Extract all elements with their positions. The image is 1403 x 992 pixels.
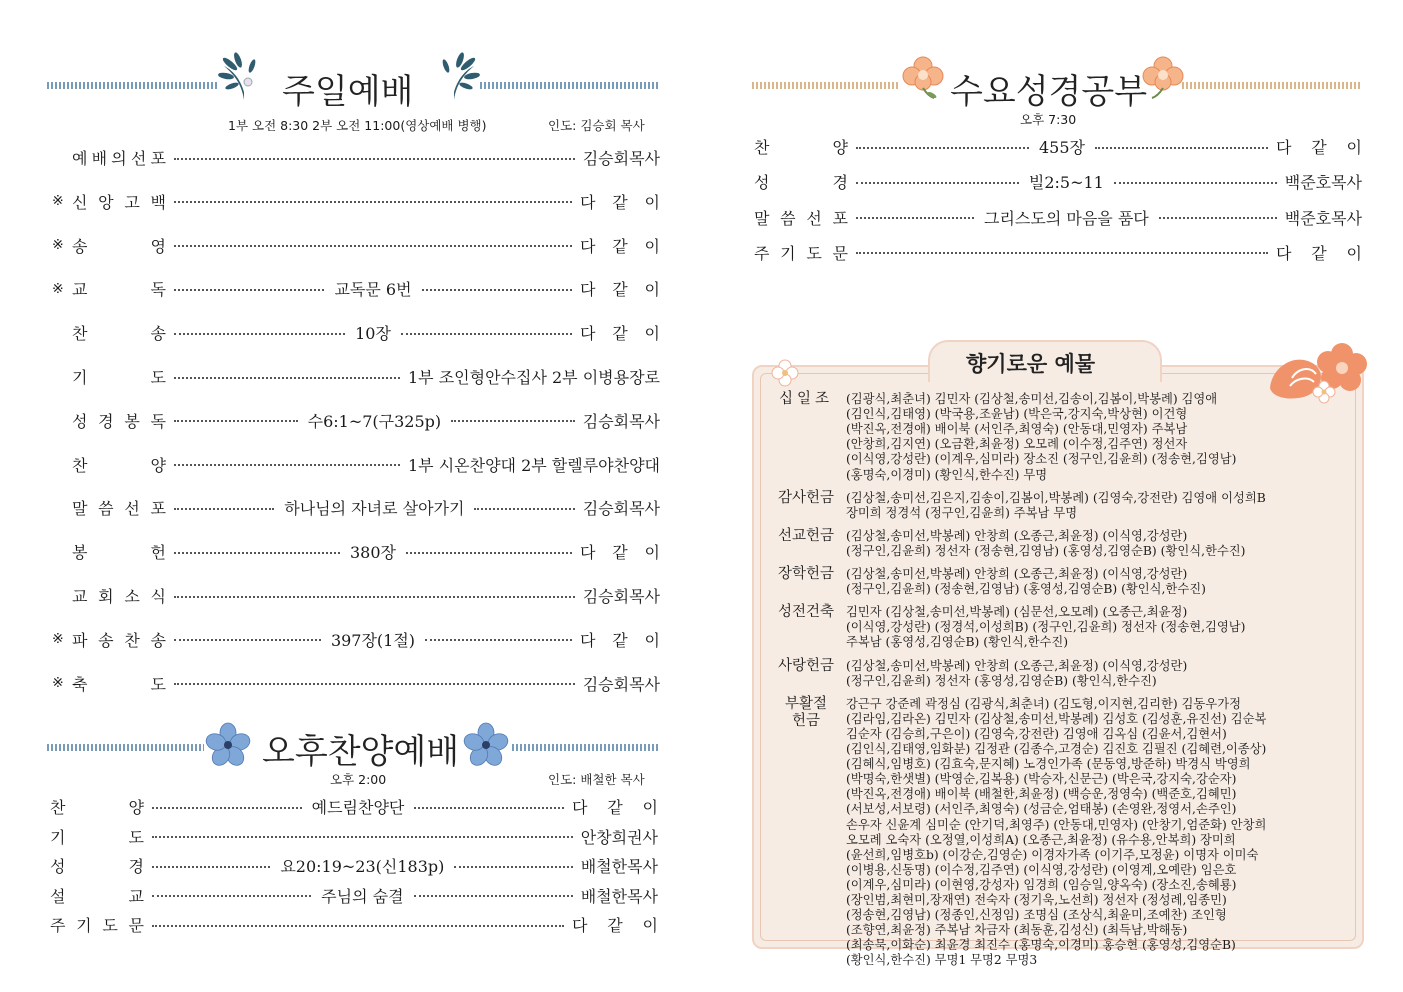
leader-dots (414, 807, 564, 809)
order-row (50, 884, 658, 907)
leader-dots (174, 333, 345, 335)
item-content: 빌2:5~11 (1028, 173, 1104, 193)
blue-flower-icon (463, 722, 509, 768)
small-flower-icon (770, 358, 800, 388)
order-row (52, 321, 660, 344)
item-label: 송 영 (72, 236, 166, 256)
afternoon-leader: 인도: 배철한 목사 (548, 772, 645, 787)
item-leader: 배철한목사 (580, 857, 658, 877)
afternoon-title: 오후찬양예배 (262, 732, 460, 772)
item-label: 교 회 소 식 (72, 587, 166, 606)
offering-title: 향기로운 예물 (966, 352, 1096, 376)
item-label: 말 씀 선 포 (72, 499, 166, 519)
offering-category-label: 부활절 헌금 (784, 695, 828, 729)
item-content: 주님의 숨결 (321, 886, 404, 906)
order-row (52, 672, 660, 695)
offering-names-line: (황인식,한수진) 무명1 무명2 무명3 (846, 953, 1038, 968)
item-content: 하나님의 자녀로 살아가기 (284, 499, 465, 519)
item-label: 찬 송 (72, 324, 166, 344)
mark-icon: ※ (52, 280, 64, 297)
item-content: 예드림찬양단 (311, 798, 405, 817)
item-label: 파 송 찬 송 (72, 630, 166, 650)
item-leader: 다 같 이 (580, 192, 660, 212)
leader-dots (174, 289, 324, 291)
item-leader: 1부 조인형안수집사 2부 이병용장로 (407, 368, 660, 387)
item-content: 수6:1~7(구325p) (307, 411, 442, 431)
leader-dots (1114, 182, 1277, 184)
sunday-leader: 인도: 김승회 목사 (548, 118, 645, 133)
order-row (52, 190, 660, 213)
header-rule-left (752, 82, 900, 89)
blue-flower-icon (205, 722, 251, 768)
offering-names-line: (김상철,송미선,박봉례) 안창희 (오종근,최윤정) (이식영,강성란) (846, 658, 1188, 673)
order-row (50, 913, 658, 936)
item-leader: 배철한목사 (580, 886, 658, 906)
offering-names-line: (홍명숙,이경미) (황인식,한수진) 무명 (846, 467, 1048, 482)
item-content: 397장(1절) (330, 630, 416, 650)
leader-dots (152, 807, 302, 809)
offering-names-line: 강근구 강준례 곽정심 (김광식,최춘녀) (김도형,이지현,김리한) 김동우가정 (846, 696, 1241, 711)
offering-names-line: (박진옥,전경애) 배이북 (배철한,최윤정) (백승운,정영숙) (백준호,김혜민) (846, 787, 1237, 802)
leader-dots (152, 925, 564, 927)
item-leader: 다 같 이 (1276, 138, 1362, 157)
item-content: 10장 (355, 324, 391, 344)
wednesday-time: 오후 7:30 (1020, 112, 1077, 127)
offering-names-line: 장미희 정경석 (정구인,김윤희) 주복남 무명 (846, 505, 1078, 520)
item-label: 찬 양 (50, 798, 144, 817)
order-row (52, 496, 660, 519)
order-row (52, 277, 660, 300)
offering-names-line: (이병용,신동명) (이수정,김주연) (이식영,강성란) (이영계,오예란) 임은호 (846, 862, 1237, 877)
item-label: 찬 양 (72, 455, 166, 475)
item-label: 주 기 도 문 (50, 916, 144, 936)
item-label: 신 앙 고 백 (72, 192, 166, 212)
leader-dots (856, 147, 1029, 149)
header-rule-right (512, 744, 658, 751)
leader-dots (174, 201, 572, 203)
offering-names-line: (이계우,심미라) (이현영,강성자) 임경희 (임승일,양옥숙) (장소진,송혜룡) (846, 877, 1237, 892)
leader-dots (174, 245, 572, 247)
item-leader: 김승회목사 (582, 149, 660, 168)
order-row (50, 825, 658, 848)
item-label: 성 경 봉 독 (72, 411, 166, 431)
item-label: 성 경 (50, 857, 144, 877)
header-rule-right (1182, 82, 1360, 89)
leader-dots (174, 596, 575, 598)
order-row (50, 854, 658, 877)
item-leader: 다 같 이 (572, 798, 658, 817)
leader-dots (152, 866, 270, 868)
offering-names-line: 김순자 (김승희,구은이) (김영숙,강전란) 김영애 김옥심 (김윤서,김현서) (846, 726, 1227, 741)
item-label: 기 도 (50, 827, 144, 847)
leader-dots (174, 552, 340, 554)
mark-icon: ※ (52, 237, 64, 254)
offering-names-line: (조향연,최윤정) 주복남 차금자 (최동훈,김성신) (최득남,박해동) (846, 923, 1188, 938)
item-label: 예 배 의 선 포 (72, 149, 166, 168)
leader-dots (174, 639, 321, 641)
order-row (52, 628, 660, 651)
item-label: 축 도 (72, 674, 166, 694)
sunday-times: 1부 오전 8:30 2부 오전 11:00(영상예배 병행) (228, 118, 487, 133)
offering-names-line: (김광식,최춘녀) 김민자 (김상철,송미선,김송이,김봄이,박봉례) 김영애 (846, 392, 1218, 406)
offering-names-line: (박명숙,한샛별) (박영순,김복용) (박승자,신문근) (박은국,강지숙,강순자) (846, 772, 1237, 787)
leader-dots (856, 217, 974, 219)
item-content: 요20:19~23(신183p) (280, 857, 445, 877)
item-leader: 다 같 이 (580, 630, 660, 650)
item-leader: 다 같 이 (580, 280, 660, 300)
leaf-ornament-icon (218, 52, 270, 104)
offering-names-line: 손우자 신윤계 심미순 (안기덕,최영주) (안동대,민영자) (안창기,엄준화) 안창희 (846, 817, 1267, 832)
order-row (754, 135, 1362, 158)
leader-dots (174, 377, 400, 379)
offering-names-line: (김상철,송미선,박봉례) 안창희 (오종근,최윤정) (이식영,강성란) (846, 528, 1188, 543)
mark-icon: ※ (52, 675, 64, 692)
leader-dots (401, 333, 572, 335)
offering-names-line: (최송묵,이화순) 최윤경 최진수 (홍명숙,이경미) 홍승현 (홍영성,김영순B) (846, 938, 1236, 953)
wednesday-title: 수요성경공부 (950, 72, 1148, 112)
offering-category-label: 십일조 (778, 391, 834, 407)
mark-icon: ※ (52, 193, 64, 210)
item-leader: 김승회목사 (582, 411, 661, 431)
order-row (52, 584, 660, 607)
leader-dots (152, 836, 573, 838)
leader-dots (425, 639, 572, 641)
order-row (52, 234, 660, 257)
offering-category-label: 성전건축 (777, 604, 835, 621)
item-leader: 김승회목사 (582, 587, 660, 606)
offering-names-line: (김상철,송미선,박봉례) 안창희 (오종근,최윤정) (이식영,강성란) (846, 567, 1188, 581)
item-label: 주 기 도 문 (754, 243, 848, 263)
item-content: 380장 (350, 543, 396, 563)
offering-category-label: 사랑헌금 (777, 657, 835, 674)
offering-names-line: 오모례 오숙자 (오정열,이성희A) (오종근,최윤정) (유수용,안복희) 장미희 (846, 832, 1236, 847)
offering-names-line: (이식영,강성란) (이계우,심미라) 장소진 (정구인,김윤희) (정송현,김영남) (846, 452, 1237, 467)
offering-names-line: (정구인,김윤희) 정선자 (정송현,김영남) (홍영성,김영순B) (황인식,한수진) (846, 543, 1246, 558)
item-leader: 1부 시온찬양대 2부 할렐루야찬양대 (407, 455, 660, 475)
item-leader: 다 같 이 (580, 543, 660, 563)
item-leader: 다 같 이 (580, 236, 660, 256)
header-rule-left (47, 744, 204, 751)
item-label: 찬 양 (754, 138, 848, 157)
order-row (52, 146, 660, 169)
leader-dots (474, 508, 574, 510)
order-row (754, 241, 1362, 264)
leader-dots (174, 464, 400, 466)
leader-dots (152, 895, 311, 897)
item-label: 성 경 (754, 173, 848, 193)
offering-names-line: (김상철,송미선,김은지,김송이,김봄이,박봉례) (김영숙,강전란) 김영애 이성희B (846, 490, 1266, 505)
offering-category-label: 감사헌금 (777, 489, 835, 506)
offering-names-line: (박진옥,전경애) 배이북 (서인주,최영숙) (안동대,민영자) 주복남 (846, 422, 1188, 437)
offering-names-line: (정송현,김영남) (정종인,신정임) 조명심 (조상식,최윤미,조예찬) 조인형 (846, 908, 1227, 923)
offering-names-line: 주복남 (홍영성,김영순B) (황인식,한수진) (846, 635, 1069, 650)
order-row (52, 540, 660, 563)
header-rule-right (480, 82, 658, 89)
order-row (50, 795, 658, 818)
item-label: 설 교 (50, 886, 144, 906)
offering-names-line: (김라임,김라온) 김민자 (김상철,송미선,박봉례) 김성호 (김성훈,유진선) 김순복 (846, 711, 1267, 726)
leader-dots (174, 158, 575, 160)
sunday-title: 주일예배 (282, 72, 414, 112)
afternoon-time: 오후 2:00 (330, 772, 387, 787)
leader-dots (856, 252, 1268, 254)
leader-dots (406, 552, 572, 554)
item-label: 봉 헌 (72, 543, 166, 563)
order-row (754, 170, 1362, 193)
item-leader: 안창희권사 (580, 827, 658, 847)
leader-dots (414, 895, 573, 897)
order-row (52, 365, 660, 388)
item-label: 기 도 (72, 368, 166, 387)
item-leader: 다 같 이 (572, 916, 658, 936)
item-content: 455장 (1039, 138, 1085, 157)
offering-names-line: (서보성,서보령) (서인주,최영숙) (성금순,엄태봉) (손영완,정영서,손주인) (846, 802, 1237, 817)
offering-names-line: (정구인,김윤희) 정선자 (홍영성,김영순B) (황인식,한수진) (846, 673, 1157, 688)
offering-names-line: (김혜식,임병호) (김효숙,문지혜) 노경인가족 (문동영,방준하) 박경식 박영희 (846, 757, 1251, 772)
offering-names-line: (이식영,강성란) (정경석,이성희B) (정구인,김윤희) 정선자 (정송현,김영남) (846, 620, 1246, 635)
item-label: 교 독 (72, 280, 166, 300)
offering-names-line: (김인식,김태영,임화분) 김정관 (김종수,고경순) 김진호 김필진 (김혜련,이종상) (846, 742, 1267, 756)
offering-names-line: (윤선희,임병호b) (이강순,김영순) 이경자가족 (이기주,모정윤) 이명자 이미숙 (846, 847, 1259, 862)
leader-dots (451, 420, 575, 422)
offering-category-label: 장학헌금 (777, 566, 835, 582)
offering-category-label: 선교헌금 (777, 527, 835, 544)
leader-dots (1159, 217, 1277, 219)
leaf-ornament-icon (428, 52, 480, 104)
mark-icon: ※ (52, 631, 64, 648)
leader-dots (174, 683, 575, 685)
coral-flower-icon (1262, 338, 1370, 404)
item-leader: 다 같 이 (580, 324, 661, 344)
leader-dots (454, 866, 572, 868)
leader-dots (422, 289, 572, 291)
order-row (52, 453, 660, 476)
offering-names-line: (정구인,김윤희) (정송현,김영남) (홍영성,김영순B) (황인식,한수진) (846, 582, 1206, 597)
leader-dots (174, 420, 298, 422)
item-leader: 김승회목사 (582, 674, 660, 694)
item-content: 그리스도의 마음을 품다 (984, 208, 1149, 228)
leader-dots (174, 508, 274, 510)
offering-names-line: 김민자 (김상철,송미선,박봉례) (심문선,오모례) (오종근,최윤정) (846, 605, 1188, 620)
peach-flower-icon (898, 52, 948, 102)
header-rule-left (47, 82, 217, 89)
item-leader: 김승회목사 (582, 499, 661, 519)
offering-names-line: (김인식,김태영) (박국용,조윤남) (박은국,강지숙,박상현) 이건형 (846, 407, 1188, 422)
item-leader: 다 같 이 (1276, 243, 1362, 263)
leader-dots (1095, 147, 1268, 149)
item-leader: 백준호목사 (1284, 208, 1363, 228)
offering-names-line: (안창희,김지연) (오금환,최윤정) 오모례 (이수정,김주연) 정선자 (846, 437, 1188, 452)
order-row (754, 206, 1362, 229)
item-content: 교독문 6번 (334, 280, 412, 300)
item-label: 말 씀 선 포 (754, 208, 848, 228)
item-leader: 백준호목사 (1284, 173, 1363, 193)
offering-names-line: (장인범,최현미,장재연) 전숙자 (정기욱,노선희) 정선자 (정성례,임종민) (846, 893, 1227, 907)
leader-dots (856, 182, 1019, 184)
order-row (52, 409, 660, 432)
